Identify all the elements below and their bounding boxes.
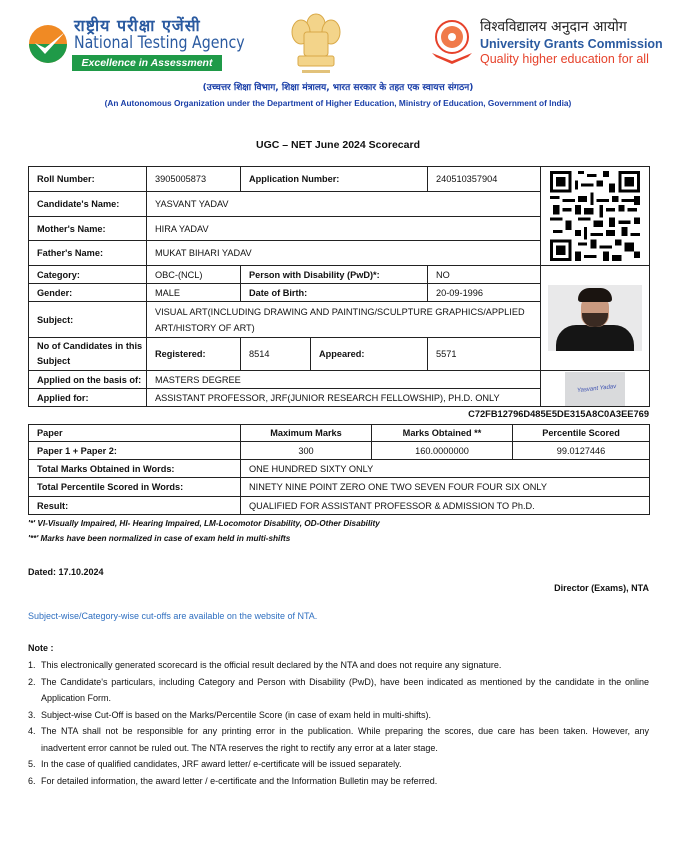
table-row <box>29 497 650 515</box>
candidate-name-value: YASVANT YADAV <box>147 192 541 217</box>
table-row <box>29 266 650 284</box>
gender-label: Gender: <box>29 284 147 302</box>
marks-obtained-value: 160.0000000 <box>372 442 513 460</box>
normalization-footnote: '**' Marks have been normalized in case of exam held in multi-shifts <box>28 534 291 543</box>
appeared-value: 5571 <box>428 338 541 371</box>
roll-number-label: Roll Number: <box>29 167 147 192</box>
category-value: OBC-(NCL) <box>147 266 241 284</box>
subject-value: VISUAL ART(INCLUDING DRAWING AND PAINTING/SCULPTURE GRAPHICS/APPLIED ART/HISTORY OF ART) <box>147 302 541 338</box>
qr-code-icon <box>550 170 640 262</box>
signature-cell <box>541 371 650 407</box>
column-header-marks-obtained: Marks Obtained ** <box>372 425 513 442</box>
table-row <box>29 478 650 497</box>
scores-table <box>28 424 650 515</box>
result-value: QUALIFIED FOR ASSISTANT PROFESSOR & ADMISSION TO Ph.D. <box>241 497 650 515</box>
table-row <box>29 167 650 192</box>
max-marks-value: 300 <box>241 442 372 460</box>
registered-label: Registered: <box>147 338 241 371</box>
table-header-row <box>29 425 650 442</box>
note-item: 2. The Candidate's particulars, including Category and Person with Disability (PwD), have been indicated as mentioned by the candidate in the online Application Form. <box>28 676 649 703</box>
roll-number-value: 3905005873 <box>147 167 241 192</box>
category-label: Category: <box>29 266 147 284</box>
english-subtitle: (An Autonomous Organization under the Department of Higher Education, Ministry of Education, Government of India) <box>104 98 572 108</box>
result-label: Result: <box>29 497 241 515</box>
nta-logo <box>26 14 245 74</box>
nta-checkmark-icon <box>28 24 68 64</box>
ugc-logo <box>428 17 663 69</box>
registered-value: 8514 <box>241 338 311 371</box>
candidate-details-table <box>28 166 650 407</box>
candidate-name-label: Candidate's Name: <box>29 192 147 217</box>
mother-name-label: Mother's Name: <box>29 217 147 241</box>
table-row <box>29 371 650 389</box>
application-number-value: 240510357904 <box>428 167 541 192</box>
photo-cell <box>541 266 650 371</box>
mother-name-value: HIRA YADAV <box>147 217 541 241</box>
page-title: UGC – NET June 2024 Scorecard <box>256 139 420 151</box>
pwd-label: Person with Disability (PwD)*: <box>241 266 428 284</box>
marks-words-label: Total Marks Obtained in Words: <box>29 460 241 478</box>
qr-code-cell <box>541 167 650 266</box>
dob-label: Date of Birth: <box>241 284 428 302</box>
paper-label: Paper 1 + Paper 2: <box>29 442 241 460</box>
pwd-footnote: '*' VI-Visually Impaired, HI- Hearing Impaired, LM-Locomotor Disability, OD-Other Disability <box>28 519 380 528</box>
ugc-tagline: Quality higher education for all <box>480 52 649 66</box>
hindi-subtitle: (उच्चत्तर शिक्षा विभाग, शिक्षा मंत्रालय, भारत सरकार के तहत एक स्वायत्त संगठन) <box>202 83 474 93</box>
candidates-count-label: No of Candidates in this Subject <box>29 338 147 371</box>
note-item: 1. This electronically generated scorecard is the official result declared by the NTA and does not require any signature. <box>28 660 502 670</box>
candidate-signature: Yasvant Yadav <box>565 372 625 406</box>
pwd-value: NO <box>428 266 541 284</box>
ugc-english-name: University Grants Commission <box>480 37 663 51</box>
note-item: 5. In the case of qualified candidates, JRF award letter/ e-certificate will be issued separately. <box>28 759 402 769</box>
cutoff-info-link[interactable]: Subject-wise/Category-wise cut-offs are available on the website of NTA. <box>28 611 318 621</box>
nta-english-name: National Testing Agency <box>74 33 245 52</box>
candidate-photo <box>548 285 642 351</box>
table-row <box>29 442 650 460</box>
note-item: 3. Subject-wise Cut-Off is based on the Marks/Percentile Score (in case of exam held in multi-shifts). <box>28 709 431 720</box>
director-signature-label: Director (Exams), NTA <box>554 583 649 593</box>
column-header-paper: Paper <box>29 425 241 442</box>
national-emblem-icon <box>284 10 348 78</box>
percentile-value: 99.0127446 <box>513 442 650 460</box>
basis-label: Applied on the basis of: <box>29 371 147 389</box>
verification-hash: C72FB12796D485E5DE315A8C0A3EE769 <box>468 409 649 419</box>
percentile-words-label: Total Percentile Scored in Words: <box>29 478 241 497</box>
percentile-words-value: NINETY NINE POINT ZERO ONE TWO SEVEN FOUR FOUR SIX ONLY <box>241 478 650 497</box>
notes-heading: Note : <box>28 643 54 653</box>
marks-words-value: ONE HUNDRED SIXTY ONLY <box>241 460 650 478</box>
applied-for-value: ASSISTANT PROFESSOR, JRF(JUNIOR RESEARCH FELLOWSHIP), PH.D. ONLY <box>147 389 541 407</box>
column-header-max-marks: Maximum Marks <box>241 425 372 442</box>
gender-value: MALE <box>147 284 241 302</box>
ugc-hindi-name: विश्वविद्यालय अनुदान आयोग <box>480 19 627 35</box>
appeared-label: Appeared: <box>311 338 428 371</box>
father-name-value: MUKAT BIHARI YADAV <box>147 241 541 266</box>
dob-value: 20-09-1996 <box>428 284 541 302</box>
application-number-label: Application Number: <box>241 167 428 192</box>
basis-value: MASTERS DEGREE <box>147 371 541 389</box>
table-row <box>29 460 650 478</box>
applied-for-label: Applied for: <box>29 389 147 407</box>
nta-hindi-name: राष्ट्रीय परीक्षा एजेंसी <box>74 16 201 35</box>
nta-tagline: Excellence in Assessment <box>72 55 222 71</box>
note-item: 4. The NTA shall not be responsible for any printing error in the publication. While preparing the scores, due care has been taken. However, any inadvertent error cannot be ruled out. The NTA reserves the right to rectify any error at a later stage. <box>28 726 649 753</box>
column-header-percentile: Percentile Scored <box>513 425 650 442</box>
subject-label: Subject: <box>29 302 147 338</box>
father-name-label: Father's Name: <box>29 241 147 266</box>
ugc-wheel-icon <box>430 19 474 67</box>
notes-list <box>28 657 649 789</box>
issue-date: Dated: 17.10.2024 <box>28 567 104 577</box>
note-item: 6. For detailed information, the award letter / e-certificate and the Information Bulletin may be referred. <box>28 775 438 786</box>
